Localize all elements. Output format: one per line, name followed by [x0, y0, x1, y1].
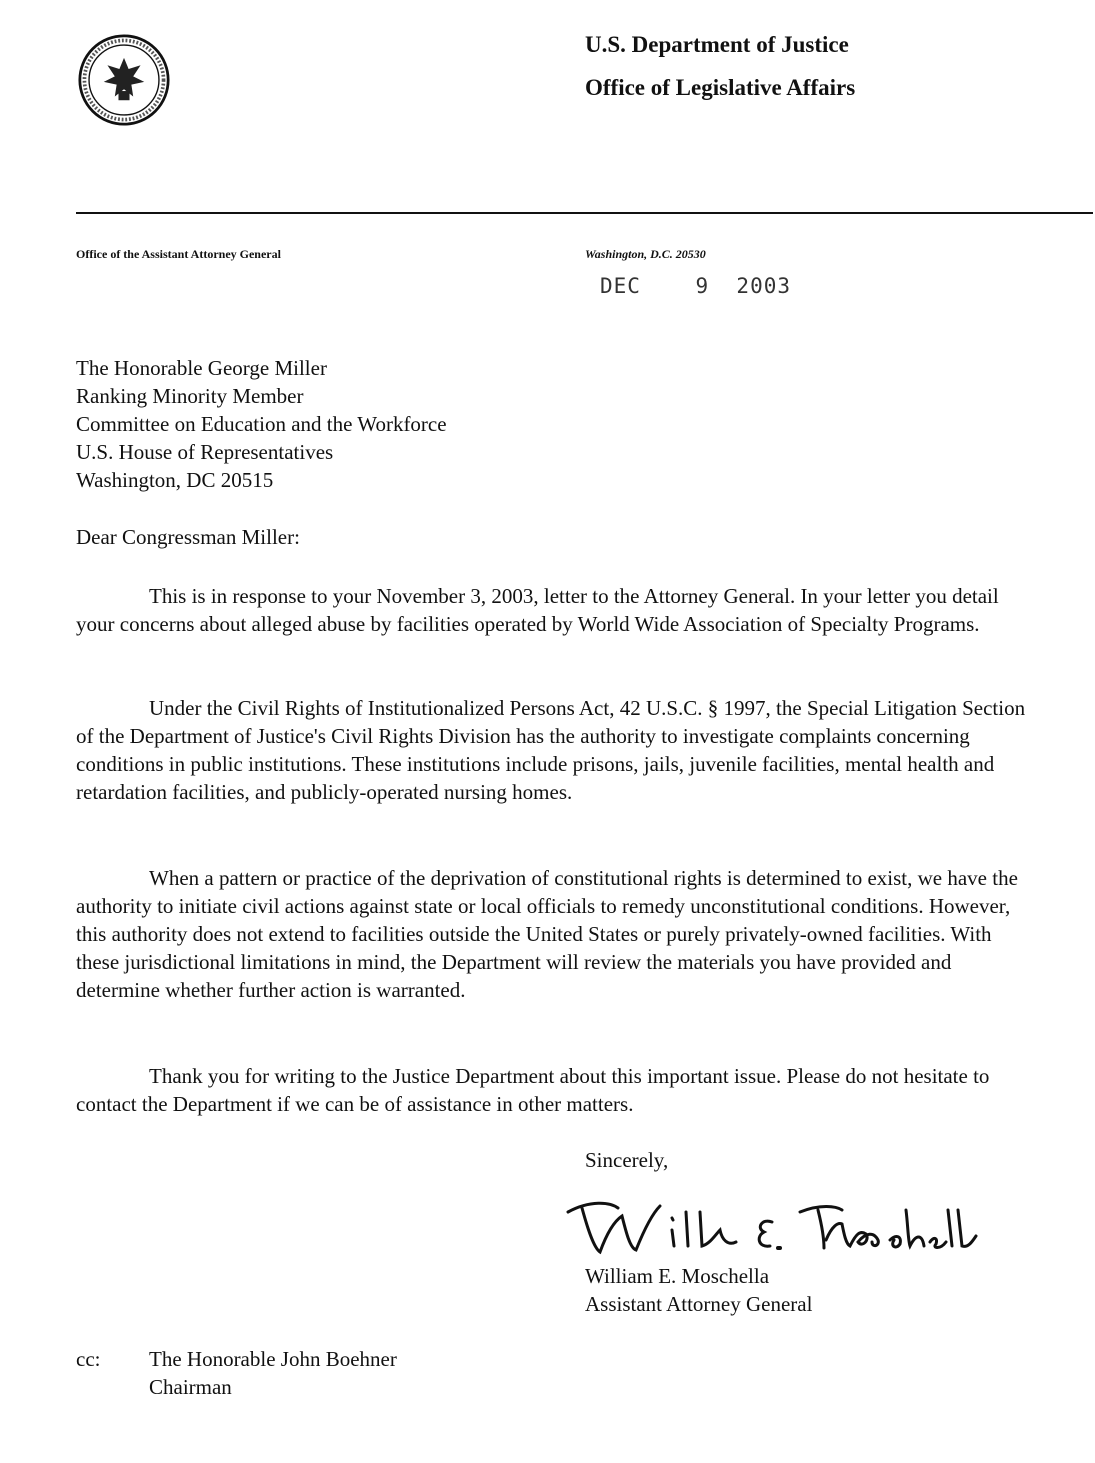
body-paragraph: Under the Civil Rights of Institutionalized Persons Act, 42 U.S.C. § 1997, the Special Litigation Section of the Department of Justice's Civil Rights Division has the authority to investigate complaints concerning conditions in public institutions. These institutions include prisons, jails, juvenile facilities, mental health and retardation facilities, and publicly-operated nursing homes. — [76, 696, 1026, 804]
cc-line: The Honorable John Boehner — [149, 1347, 397, 1371]
address-line: Committee on Education and the Workforce — [76, 412, 447, 436]
body-paragraph: Thank you for writing to the Justice Department about this important issue. Please do not hesitate to contact the Department if we can be of assistance in other matters. — [76, 1064, 990, 1116]
address-line: The Honorable George Miller — [76, 356, 327, 380]
cc-line: Chairman — [149, 1375, 232, 1399]
handwritten-signature — [560, 1190, 980, 1260]
signer-block — [585, 1262, 812, 1318]
sender-location: Washington, D.C. 20530 — [585, 247, 706, 261]
closing: Sincerely, — [585, 1148, 669, 1172]
department-name: U.S. Department of Justice — [585, 32, 849, 57]
address-line: Ranking Minority Member — [76, 384, 304, 408]
signer-title: Assistant Attorney General — [585, 1292, 813, 1316]
salutation: Dear Congressman Miller: — [76, 525, 300, 549]
address-line: U.S. House of Representatives — [76, 440, 334, 464]
body-paragraph: This is in response to your November 3, 2003, letter to the Attorney General. In your letter you detail your concerns about alleged abuse by facilities operated by World Wide Association of Specialty Programs. — [76, 584, 999, 636]
cc-label: cc: — [76, 1347, 101, 1371]
header-rule — [76, 212, 1093, 214]
date-stamp: DEC 9 2003 — [600, 274, 792, 298]
doj-seal-icon — [78, 34, 170, 126]
address-line: Washington, DC 20515 — [76, 468, 274, 492]
body-paragraph: When a pattern or practice of the deprivation of constitutional rights is determined to exist, we have the authority to initiate civil actions against state or local officials to remedy unconstitutional conditions. However, this authority does not extend to facilities outside the United States or purely privately-owned facilities. With these jurisdictional limitations in mind, the Department will review the materials you have provided and determine whether further action is warranted. — [76, 866, 1018, 1002]
sender-office: Office of the Assistant Attorney General — [76, 247, 281, 261]
office-name: Office of Legislative Affairs — [585, 75, 856, 100]
signer-name: William E. Moschella — [585, 1264, 770, 1288]
recipient-address — [76, 354, 447, 494]
